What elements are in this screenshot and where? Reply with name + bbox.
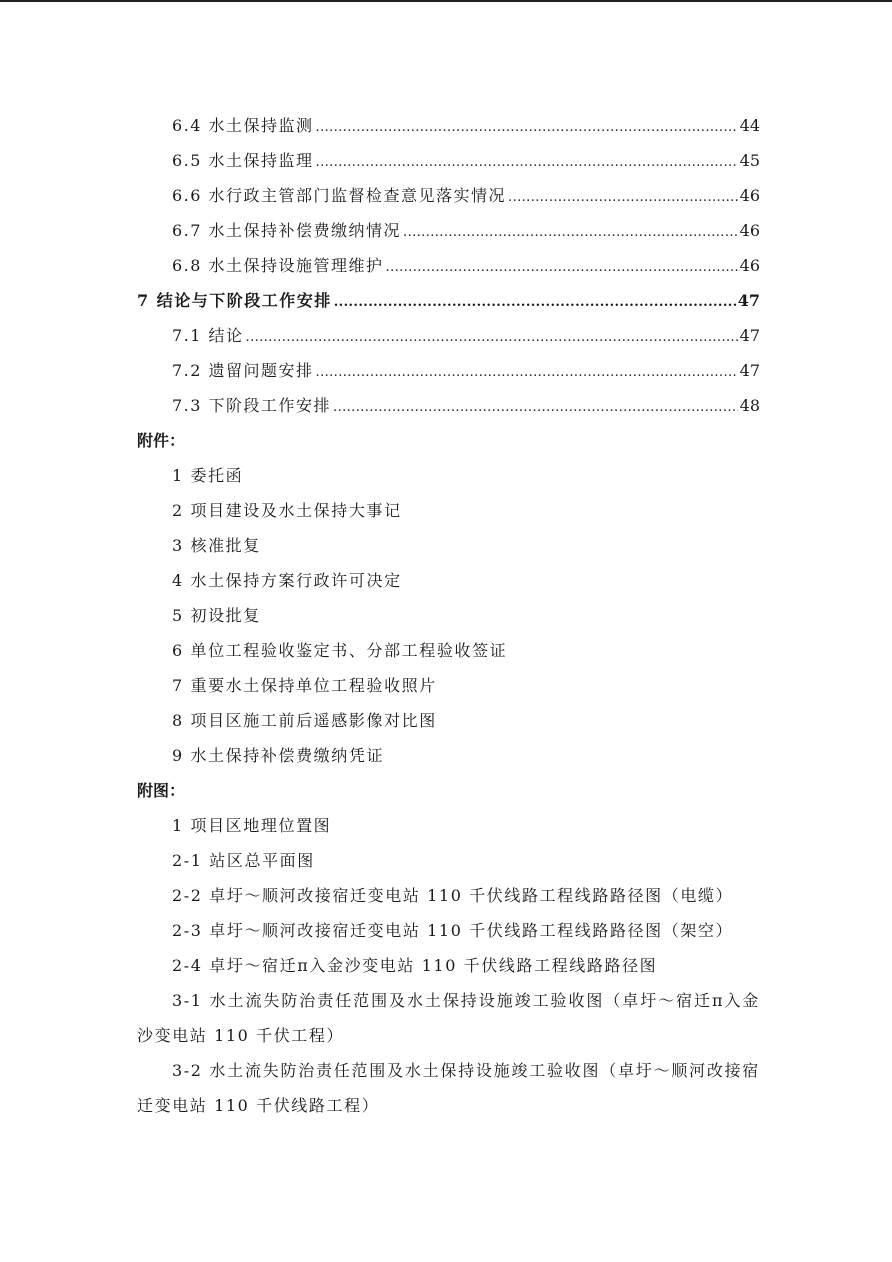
toc-entry[interactable] [137,108,760,143]
toc-entry[interactable] [137,248,760,283]
toc-entry-title: 6.8 水土保持设施管理维护 [172,256,384,275]
toc-entry-title: 6.5 水土保持监理 [172,151,314,170]
toc-entry-page: 46 [739,256,760,275]
toc-dot-leader [316,108,738,143]
page-top-border [0,0,892,2]
attachment-item: 8 项目区施工前后遥感影像对比图 [172,711,437,730]
toc-entry-title: 7.1 结论 [172,326,244,345]
toc-entry-title: 6.4 水土保持监测 [172,116,314,135]
attachment-item: 9 水土保持补偿费缴纳凭证 [172,746,385,765]
attachment-item: 4 水土保持方案行政许可决定 [172,571,402,590]
figures-section [137,773,760,1123]
attachment-item: 6 单位工程验收鉴定书、分部工程验收签证 [172,641,508,660]
toc-entry-page: 46 [739,221,760,240]
attachments-section [137,423,760,773]
toc-dot-leader [386,248,738,283]
document-page [137,108,760,1123]
figure-item: 2-3 卓圩～顺河改接宿迁变电站 110 千伏线路工程线路路径图（架空） [172,921,734,940]
attachment-item: 7 重要水土保持单位工程验收照片 [172,676,437,695]
toc-entry[interactable] [137,143,760,178]
toc-dot-leader [316,143,738,178]
toc-dot-leader [508,178,738,213]
toc-entry[interactable] [137,178,760,213]
attachment-item: 5 初设批复 [172,606,261,625]
toc-dot-leader [403,213,738,248]
figure-item: 2-2 卓圩～顺河改接宿迁变电站 110 千伏线路工程线路路径图（电缆） [172,886,734,905]
toc-entry[interactable] [137,318,760,353]
toc-entry-page: 47 [737,291,760,310]
toc-dot-leader [334,283,736,318]
toc-entry-title: 7.2 遗留问题安排 [172,361,314,380]
toc-dot-leader [333,388,738,423]
table-of-contents [137,108,760,423]
attachment-item: 3 核准批复 [172,536,261,555]
figures-heading: 附图： [137,781,186,800]
toc-entry-page: 48 [739,396,760,415]
toc-entry-page: 47 [739,326,760,345]
toc-entry-page: 47 [739,361,760,380]
figure-item: 1 项目区地理位置图 [172,816,332,835]
toc-entry[interactable] [137,353,760,388]
toc-entry-title: 6.6 水行政主管部门监督检查意见落实情况 [172,186,507,205]
toc-entry-title: 7 结论与下阶段工作安排 [137,291,332,310]
toc-entry-title: 6.7 水土保持补偿费缴纳情况 [172,221,402,240]
toc-chapter-entry[interactable] [137,283,760,318]
toc-entry[interactable] [137,388,760,423]
toc-entry-page: 45 [739,151,760,170]
figure-item: 3-1 水土流失防治责任范围及水土保持设施竣工验收图（卓圩～宿迁π入金沙变电站 110 千伏工程） [137,991,760,1045]
toc-entry-page: 44 [739,116,760,135]
figure-item: 2-4 卓圩～宿迁π入金沙变电站 110 千伏线路工程线路路径图 [172,956,658,975]
figure-item: 3-2 水土流失防治责任范围及水土保持设施竣工验收图（卓圩～顺河改接宿迁变电站 110 千伏线路工程） [137,1061,760,1115]
toc-dot-leader [246,318,738,353]
attachment-item: 2 项目建设及水土保持大事记 [172,501,402,520]
toc-entry-page: 46 [739,186,760,205]
figure-item: 2-1 站区总平面图 [172,851,315,870]
attachments-heading: 附件： [137,431,186,450]
toc-entry[interactable] [137,213,760,248]
attachment-item: 1 委托函 [172,466,244,485]
toc-dot-leader [316,353,738,388]
toc-entry-title: 7.3 下阶段工作安排 [172,396,332,415]
